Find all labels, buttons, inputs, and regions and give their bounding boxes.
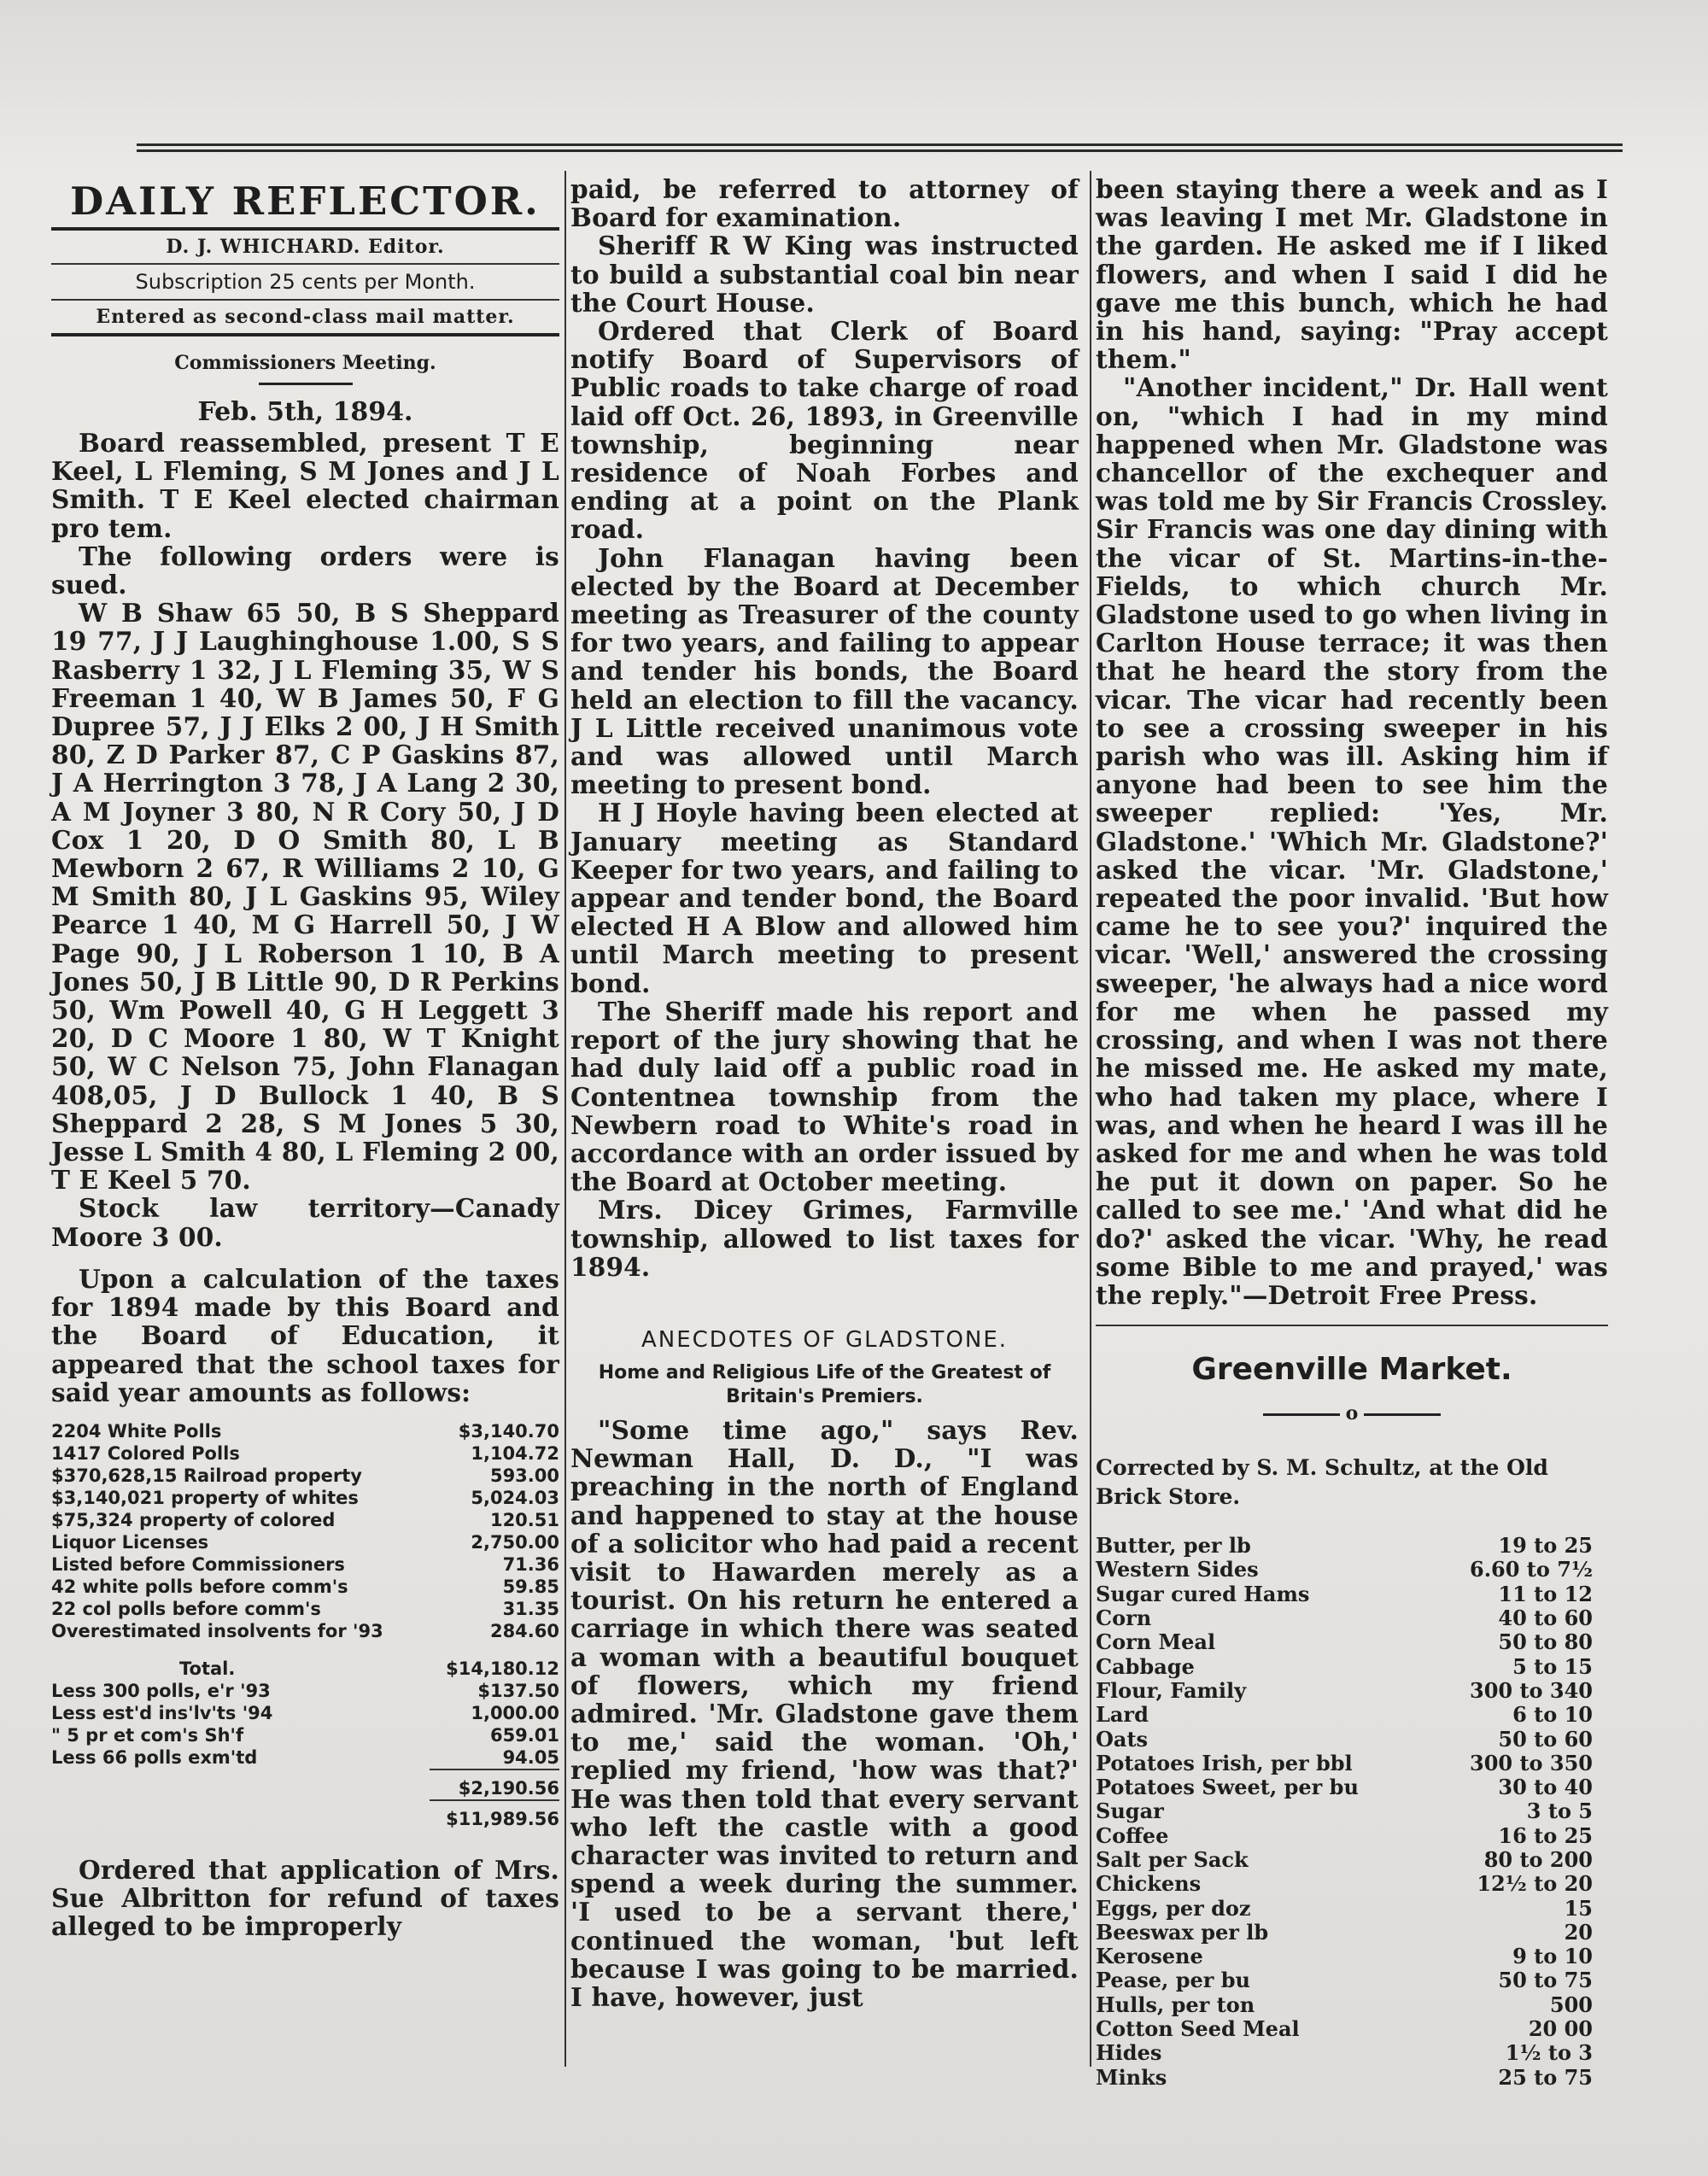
market-row-label: Hides (1096, 2040, 1162, 2066)
tax-row-value: 31.35 (502, 1598, 559, 1619)
market-row-label: Sugar cured Hams (1096, 1581, 1310, 1606)
less-row-value: 1,000.00 (471, 1702, 559, 1723)
tax-row-value: 284.60 (489, 1620, 559, 1641)
market-row-value: 11 to 12 (1498, 1581, 1593, 1606)
masthead-title: DAILY REFLECTOR. (70, 178, 541, 224)
gladstone-article (570, 1416, 1079, 2011)
market-row (1096, 1872, 1608, 1896)
market-row-value: 50 to 80 (1498, 1629, 1593, 1655)
market-row (1096, 1968, 1608, 1992)
market-row (1096, 1534, 1608, 1558)
top-rule-2 (137, 149, 1623, 152)
less-total-row (51, 1769, 559, 1800)
paragraph: Board reassembled, present T E Keel, L Fleming, S M Jones and J L Smith. T E Keel elected chairman pro tem. (51, 428, 559, 543)
market-corrected-by: Corrected by S. M. Schultz, at the Old Brick Store. (1096, 1455, 1548, 1510)
market-row-label: Western Sides (1096, 1557, 1259, 1582)
less-row-value: 94.05 (502, 1746, 559, 1768)
market-row (1096, 1655, 1608, 1679)
net-total-row (51, 1800, 559, 1830)
market-row (1096, 1897, 1608, 1921)
market-row-label: Pease, per bu (1096, 1968, 1250, 1993)
market-row-label: Potatoes Sweet, per bu (1096, 1775, 1359, 1800)
tax-row (51, 1442, 559, 1465)
market-row (1096, 1558, 1608, 1582)
market-row-value: 80 to 200 (1483, 1846, 1593, 1872)
column-right (1096, 175, 1608, 2090)
tax-row (51, 1620, 559, 1642)
total-value: $14,180.12 (446, 1658, 559, 1679)
paragraph: Stock law territory—Canady Moore 3 00. (51, 1193, 559, 1252)
tax-row-label: Liquor Licenses (51, 1531, 209, 1553)
market-row-value: 50 to 75 (1498, 1968, 1593, 1993)
market-row-label: Kerosene (1096, 1944, 1203, 1969)
tax-row-label: 1417 Colored Polls (51, 1442, 240, 1464)
market-row-label: Salt per Sack (1096, 1846, 1249, 1872)
tax-row-value: 71.36 (502, 1553, 559, 1575)
market-row-value: 1½ to 3 (1505, 2040, 1593, 2066)
market-row-label: Cabbage (1096, 1653, 1195, 1679)
tax-row (51, 1487, 559, 1509)
market-row-value: 300 to 350 (1470, 1750, 1593, 1775)
tax-row-label: $75,324 property of colored (51, 1509, 336, 1530)
paragraph: The following orders were is sued. (51, 541, 559, 600)
market-row (1096, 1775, 1608, 1799)
market-row (1096, 1752, 1608, 1775)
column-middle (570, 175, 1079, 2011)
market-row (1096, 1945, 1608, 1968)
total-label: Total. (179, 1658, 236, 1679)
paragraph: Mrs. Dicey Grimes, Farmville township, allowed to list taxes for 1894. (570, 1195, 1079, 1282)
market-row-value: 12½ to 20 (1477, 1871, 1593, 1897)
paragraph: been staying there a week and as I was leaving I met Mr. Gladstone in the garden. He asked me if I liked flowers, and when I said I did he gave me this bunch, which he had in his hand, saying: "Pray accept them." (1096, 174, 1608, 375)
market-row-label: Butter, per lb (1096, 1533, 1251, 1559)
market-row-label: Corn (1096, 1606, 1152, 1631)
column-divider (564, 171, 566, 2067)
market-row (1096, 1728, 1608, 1752)
market-row-label: Cotton Seed Meal (1096, 2016, 1300, 2042)
less-row-label: Less 66 polls exm'td (51, 1747, 258, 1769)
tax-row-value: 593.00 (489, 1465, 559, 1486)
less-row (51, 1702, 559, 1724)
market-row (1096, 1848, 1608, 1872)
tax-row-label: $370,628,15 Railroad property (51, 1465, 362, 1486)
paragraph: Upon a calculation of the taxes for 1894 made by this Board and the Board of Education, it appeared that the school taxes for said year amounts as follows: (51, 1263, 559, 1407)
paragraph: John Flanagan having been elected by the Board at December meeting as Treasurer of the county for two years, and failing to appear and tender his bonds, the Board held an election to fill the vacancy. J L Little received unanimous vote and was allowed until March meeting to present bond. (570, 542, 1079, 800)
less-row (51, 1746, 559, 1769)
market-row-label: Eggs, per doz (1096, 1895, 1251, 1921)
less-row-label: Less 300 polls, e'r '93 (51, 1680, 271, 1701)
market-row-label: Beeswax per lb (1096, 1919, 1269, 1945)
market-title: Greenville Market. (1191, 1352, 1512, 1388)
less-row (51, 1724, 559, 1746)
market-row (1096, 1993, 1608, 2017)
tax-row-value: $3,140.70 (458, 1420, 559, 1442)
market-row (1096, 1799, 1608, 1823)
market-row-label: Potatoes Irish, per bbl (1096, 1750, 1353, 1775)
editor-line: D. J. WHICHARD. Editor. (166, 236, 445, 258)
market-row-value: 20 00 (1528, 2016, 1593, 2042)
tax-row (51, 1576, 559, 1598)
market-row-label: Chickens (1096, 1871, 1202, 1897)
market-row-value: 6.60 to 7½ (1470, 1557, 1593, 1582)
market-row (1096, 2041, 1608, 2065)
tax-table (51, 1420, 559, 1830)
market-row-label: Lard (1096, 1702, 1149, 1728)
market-row (1096, 1703, 1608, 1727)
market-row-value: 3 to 5 (1526, 1799, 1593, 1824)
less-row-value: $137.50 (477, 1680, 559, 1701)
paragraph: Sheriff R W King was instructed to build a substantial coal bin near the Court House. (570, 231, 1079, 318)
market-row (1096, 1824, 1608, 1848)
meeting-date: Feb. 5th, 1894. (197, 397, 413, 427)
market-row-label: Coffee (1096, 1822, 1169, 1848)
column-divider (1090, 171, 1091, 2067)
market-row-label: Corn Meal (1096, 1629, 1216, 1655)
column-left (51, 175, 559, 1941)
divider-dash (259, 383, 353, 385)
market-row-label: Sugar (1096, 1799, 1164, 1824)
market-row-label: Flour, Family (1096, 1677, 1247, 1703)
net-total: $11,989.56 (430, 1800, 559, 1830)
market-row-value: 19 to 25 (1498, 1533, 1593, 1559)
tax-row-value: 59.85 (502, 1576, 559, 1597)
market-row-label: Oats (1096, 1726, 1149, 1752)
subscription-line: Subscription 25 cents per Month. (135, 270, 476, 294)
tax-row-value: 1,104.72 (471, 1442, 559, 1464)
article-title: ANECDOTES OF GLADSTONE. (640, 1326, 1009, 1353)
total-row (51, 1642, 559, 1680)
paragraph: paid, be referred to attorney of Board for examination. (570, 174, 1079, 233)
market-row-value: 30 to 40 (1498, 1775, 1593, 1800)
ornament (1096, 1402, 1608, 1424)
paragraph: "Some time ago," says Rev. Newman Hall, D. D., "I was preaching in the north of England and happened to stay at the house of a solicitor who had paid a recent visit to Hawarden merely as a tourist. On his return he entered a carriage in which there was seated a woman with a beautiful bouquet of flowers, which my friend admired. 'Mr. Gladstone gave them to me,' said the woman. 'Oh,' replied my friend, 'how was that?' He was then told that every servant who left the castle with a good character was invited to return and spend a week during the summer. 'I used to be a servant there,' continued the woman, 'but left because I was going to be married. I have, however, just (570, 1414, 1079, 2012)
section-heading: Commissioners Meeting. (174, 352, 436, 374)
market-row-value: 5 to 15 (1512, 1653, 1593, 1679)
less-row-label: " 5 pr et com's Sh'f (51, 1724, 244, 1746)
less-row-value: 659.01 (489, 1724, 559, 1746)
paragraph: Ordered that Clerk of Board notify Board of Supervisors of Public roads to take charge of road laid off Oct. 26, 1893, in Greenville township, beginning near residence of Noah Forbes and ending at a point on the Plank road. (570, 316, 1079, 545)
tax-row-label: $3,140,021 property of whites (51, 1487, 359, 1508)
section-rule (1096, 1325, 1608, 1326)
top-rule (137, 143, 1623, 146)
tax-row-value: 5,024.03 (471, 1487, 559, 1508)
entered-line: Entered as second-class mail matter. (96, 306, 515, 328)
market-row (1096, 2066, 1608, 2090)
commissioners-article (51, 429, 559, 1407)
tax-row-value: 120.51 (489, 1509, 559, 1530)
market-row (1096, 1679, 1608, 1703)
closing-paragraph (51, 1856, 559, 1941)
tax-row-label: Listed before Commissioners (51, 1553, 345, 1575)
market-row (1096, 1582, 1608, 1606)
market-row (1096, 1921, 1608, 1945)
paragraph: Ordered that application of Mrs. Sue Albritton for refund of taxes alleged to be improperly (51, 1854, 559, 1942)
tax-row (51, 1553, 559, 1576)
market-row-value: 25 to 75 (1498, 2064, 1593, 2090)
commissioners-continued (570, 175, 1079, 1281)
tax-row (51, 1598, 559, 1620)
market-row-value: 50 to 60 (1498, 1726, 1593, 1752)
tax-row-value: 2,750.00 (471, 1531, 559, 1553)
market-row-value: 20 (1564, 1919, 1593, 1945)
tax-row (51, 1420, 559, 1442)
market-row-label: Minks (1096, 2064, 1167, 2090)
paragraph: "Another incident," Dr. Hall went on, "which I had in my mind happened when Mr. Gladstone was chancellor of the exchequer and was told me by Sir Francis Crossley. Sir Francis was one day dining with the vicar of St. Martins-in-the-Fields, to which church Mr. Gladstone used to go when living in Carlton House terrace; it was then that he heard the story from the vicar. The vicar had recently been to see a crossing sweeper in his parish who was ill. Asking him if anyone had been to see him the sweeper replied: 'Yes, Mr. Gladstone.' 'Which Mr. Gladstone?' asked the vicar. 'Mr. Gladstone,' repeated the poor invalid. 'But how came he to see you?' inquired the vicar. 'Well,' answered the crossing sweeper, 'he always had a nice word for me when he passed my crossing, and when I was not there he missed me. He asked my mate, who had taken my place, where I was, and when he heard I was ill he asked for me and when he was told he put it down on paper. So he called to see me.' 'And what did he do?' asked the vicar. 'Why, he read some Bible to me and prayed,' was the reply."—Detroit Free Press. (1096, 372, 1608, 1310)
paragraph: H J Hoyle having been elected at January meeting as Standard Keeper for two years, and failing to appear and tender bond, the Board elected H A Blow and allowed him until March meeting to present bond. (570, 798, 1079, 998)
tax-row (51, 1531, 559, 1553)
market-table (1096, 1534, 1608, 2090)
tax-row-label: 2204 White Polls (51, 1420, 222, 1442)
market-row-value: 16 to 25 (1498, 1822, 1593, 1848)
market-row-label: Hulls, per ton (1096, 1992, 1255, 2017)
less-row-label: Less est'd ins'lv'ts '94 (51, 1702, 273, 1723)
tax-row (51, 1465, 559, 1487)
market-row-value: 15 (1564, 1895, 1593, 1921)
tax-row-label: Overestimated insolvents for '93 (51, 1620, 383, 1641)
tax-row (51, 1509, 559, 1531)
less-total: $2,190.56 (430, 1769, 559, 1800)
tax-row-label: 42 white polls before comm's (51, 1576, 348, 1597)
market-row (1096, 1606, 1608, 1630)
market-row-value: 6 to 10 (1512, 1702, 1593, 1728)
market-row-value: 500 (1549, 1992, 1593, 2017)
market-row (1096, 1630, 1608, 1654)
less-row (51, 1680, 559, 1702)
paragraph: The Sheriff made his report and report of the jury showing that he had duly laid off a public road in Contentnea township from the Newbern road to White's road in accordance with an order issued by the Board at October meeting. (570, 996, 1079, 1197)
paragraph: W B Shaw 65 50, B S Sheppard 19 77, J J Laughinghouse 1.00, S S Rasberry 1 32, J L Fleming 35, W S Freeman 1 40, W B James 50, F G Dupree 57, J J Elks 2 00, J H Smith 80, Z D Parker 87, C P Gaskins 87, J A Herrington 3 78, J A Lang 2 30, A M Joyner 3 80, N R Cory 50, J D Cox 1 20, D O Smith 80, L B Mewborn 2 67, R Williams 2 10, G M Smith 80, J L Gaskins 95, Wiley Pearce 1 40, M G Harrell 50, J W Page 90, J L Roberson 1 10, B A Jones 50, J B Little 90, D R Perkins 50, Wm Powell 40, G H Leggett 3 20, D C Moore 1 80, W T Knight 50, W C Nelson 75, John Flanagan 408,05, J D Bullock 1 40, B S Sheppard 2 28, S M Jones 5 30, Jesse L Smith 4 80, L Fleming 2 00, T E Keel 5 70. (51, 598, 559, 1196)
tax-row-label: 22 col polls before comm's (51, 1598, 321, 1619)
market-row-value: 9 to 10 (1512, 1944, 1593, 1969)
ornament-glyph: o (1345, 1402, 1359, 1425)
article-subtitle: Home and Religious Life of the Greatest of Britain's Premiers. (598, 1361, 1051, 1407)
market-row-value: 40 to 60 (1498, 1606, 1593, 1631)
market-row (1096, 2017, 1608, 2041)
gladstone-article-continued (1096, 175, 1608, 1309)
market-row-value: 300 to 340 (1470, 1677, 1593, 1703)
